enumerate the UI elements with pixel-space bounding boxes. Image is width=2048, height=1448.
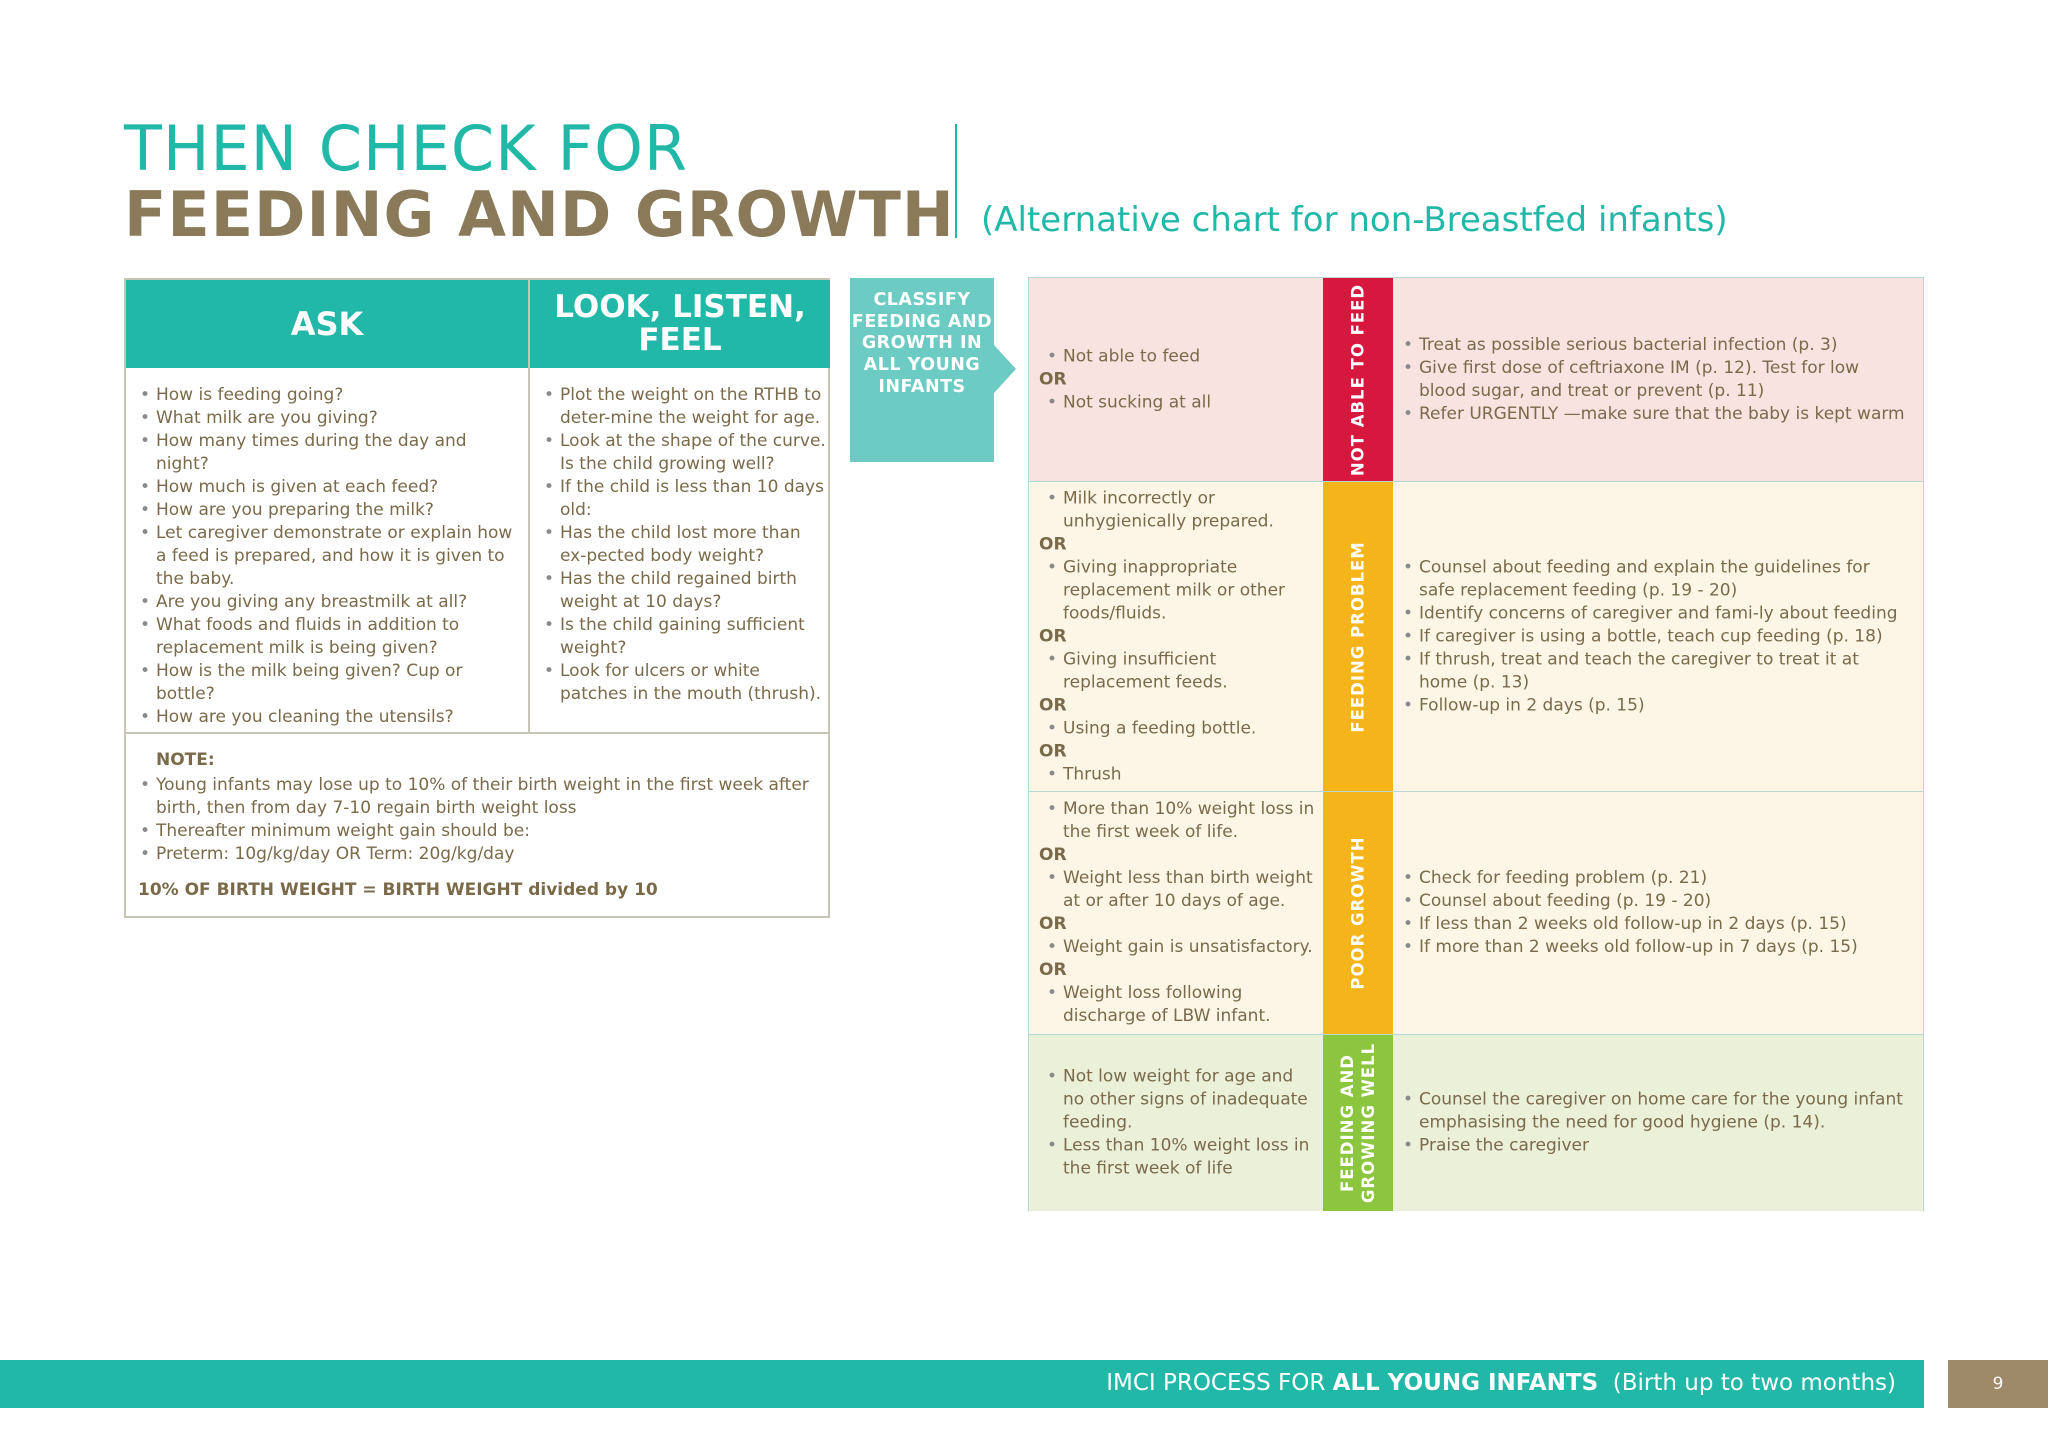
sign-item: • Giving inappropriate replacement milk or other foods/fluids.	[1047, 556, 1317, 625]
footer-prefix: IMCI PROCESS FOR	[1106, 1370, 1333, 1396]
list-item: • If more than 2 weeks old follow-up in 7 days (p. 15)	[1403, 936, 1909, 959]
list-item: • If caregiver is using a bottle, teach cup feeding (p. 18)	[1403, 625, 1909, 648]
treatment-list	[1403, 334, 1909, 426]
classify-box: CLASSIFY FEEDING AND GROWTH IN ALL YOUNG INFANTS	[850, 278, 994, 462]
list-item: • Has the child lost more than ex-pected body weight?	[544, 522, 826, 568]
list-item: • Look for ulcers or white patches in the mouth (thrush).	[544, 660, 826, 706]
list-item: • Has the child regained birth weight at 10 days?	[544, 568, 826, 614]
or-label: OR	[1039, 741, 1067, 761]
footer-text	[1106, 1370, 1896, 1396]
or-label: OR	[1039, 960, 1067, 980]
classification-label	[1337, 1043, 1379, 1203]
or-label: OR	[1039, 626, 1067, 646]
note-label: NOTE:	[156, 750, 215, 770]
sign-item: • Weight loss following discharge of LBW infant.	[1047, 982, 1317, 1028]
or-label: OR	[1039, 369, 1067, 389]
treatment-list	[1403, 1089, 1909, 1158]
classification-bar-green	[1323, 1035, 1393, 1211]
list-item: • Refer URGENTLY —make sure that the baby is kept warm	[1403, 403, 1909, 426]
sign-item: • Weight less than birth weight at or after 10 days of age.	[1047, 867, 1317, 913]
sign-item: • More than 10% weight loss in the first week of life.	[1047, 798, 1317, 844]
list-item: • Are you giving any breastmilk at all?	[140, 591, 524, 614]
list-item: • Treat as possible serious bacterial infection (p. 3)	[1403, 334, 1909, 357]
list-item: • Young infants may lose up to 10% of their birth weight in the first week after birth, then from day 7-10 regain birth weight loss	[140, 774, 820, 820]
list-item: • Counsel about feeding and explain the guidelines for safe replacement feeding (p. 19 - 20)	[1403, 556, 1909, 602]
classify-arrow-icon	[994, 345, 1016, 393]
list-item: • Praise the caregiver	[1403, 1135, 1909, 1158]
look-list	[544, 384, 826, 706]
list-item: • How are you cleaning the utensils?	[140, 706, 524, 729]
ask-header: ASK	[126, 280, 528, 368]
footer-bold: ALL YOUNG INFANTS	[1332, 1370, 1599, 1396]
list-item: • Follow-up in 2 days (p. 15)	[1403, 694, 1909, 717]
classification-label-line: FEEDING AND	[1338, 1053, 1357, 1193]
signs-cell	[1029, 482, 1323, 791]
column-divider	[528, 280, 530, 732]
page-number: 9	[1948, 1360, 2048, 1408]
classification-bar-red	[1323, 278, 1393, 481]
list-item: • Is the child gaining sufficient weight?	[544, 614, 826, 660]
list-item: • How is feeding going?	[140, 384, 524, 407]
list-item: • Thereafter minimum weight gain should be:	[140, 820, 820, 843]
list-item: • How much is given at each feed?	[140, 476, 524, 499]
list-item: • Check for feeding problem (p. 21)	[1403, 867, 1909, 890]
treatment-list	[1403, 556, 1909, 717]
list-item: • Let caregiver demonstrate or explain how a feed is prepared, and how it is given to the baby.	[140, 522, 524, 591]
classification-label: NOT ABLE TO FEED	[1348, 283, 1368, 476]
list-item: • Counsel the caregiver on home care for the young infant emphasising the need for good hygiene (p. 14).	[1403, 1089, 1909, 1135]
list-item: • Give first dose of ceftriaxone IM (p. 12). Test for low blood sugar, and treat or prevent (p. 11)	[1403, 357, 1909, 403]
classification-row-not-able-to-feed	[1029, 278, 1923, 482]
list-item: • If less than 2 weeks old follow-up in 2 days (p. 15)	[1403, 913, 1909, 936]
title-line-2: FEEDING AND GROWTH	[124, 178, 955, 251]
treatment-list	[1403, 867, 1909, 959]
sign-item: • Giving insufficient replacement feeds.	[1047, 648, 1317, 694]
sign-item: • Not sucking at all	[1047, 391, 1317, 414]
ask-list	[140, 384, 524, 729]
list-item: • Preterm: 10g/kg/day OR Term: 20g/kg/day	[140, 843, 820, 866]
ask-look-table	[124, 278, 830, 918]
or-label: OR	[1039, 914, 1067, 934]
classification-bar-yellow	[1323, 792, 1393, 1034]
treatment-cell	[1393, 1035, 1923, 1211]
or-label: OR	[1039, 534, 1067, 554]
list-item: • Plot the weight on the RTHB to deter-mine the weight for age.	[544, 384, 826, 430]
classification-row-poor-growth	[1029, 792, 1923, 1035]
classification-bar-yellow	[1323, 482, 1393, 791]
list-item: • Look at the shape of the curve. Is the child growing well?	[544, 430, 826, 476]
signs-cell	[1029, 792, 1323, 1034]
title-line-1: THEN CHECK FOR	[124, 112, 689, 185]
list-item: • If thrush, treat and teach the caregiver to treat it at home (p. 13)	[1403, 648, 1909, 694]
sign-item: • Not able to feed	[1047, 345, 1317, 368]
classification-row-feeding-problem	[1029, 482, 1923, 792]
sign-item: • Using a feeding bottle.	[1047, 717, 1317, 740]
list-item: • How are you preparing the milk?	[140, 499, 524, 522]
or-label: OR	[1039, 845, 1067, 865]
classification-row-feeding-and-growing-well	[1029, 1035, 1923, 1211]
treatment-cell	[1393, 482, 1923, 791]
subtitle: (Alternative chart for non-Breastfed infants)	[981, 200, 1728, 240]
footer-suffix: (Birth up to two months)	[1598, 1370, 1896, 1396]
sign-item: • Not low weight for age and no other signs of inadequate feeding.	[1047, 1066, 1317, 1135]
note-list	[140, 774, 820, 866]
sign-item: • Weight gain is unsatisfactory.	[1047, 936, 1317, 959]
list-item: • How many times during the day and night?	[140, 430, 524, 476]
list-item: • Counsel about feeding (p. 19 - 20)	[1403, 890, 1909, 913]
look-listen-feel-header: LOOK, LISTEN, FEEL	[530, 280, 830, 368]
list-item: • How is the milk being given? Cup or bottle?	[140, 660, 524, 706]
birth-weight-formula: 10% OF BIRTH WEIGHT = BIRTH WEIGHT divided by 10	[138, 880, 658, 900]
list-item: • What foods and fluids in addition to replacement milk is being given?	[140, 614, 524, 660]
signs-cell	[1029, 1035, 1323, 1211]
signs-cell	[1029, 278, 1323, 481]
classification-label: POOR GROWTH	[1348, 836, 1368, 990]
sign-item: • Milk incorrectly or unhygienically prepared.	[1047, 487, 1317, 533]
row-divider	[126, 732, 828, 734]
footer-bar	[0, 1360, 1924, 1408]
classification-table	[1028, 277, 1924, 1211]
sign-item: • Thrush	[1047, 763, 1317, 786]
list-item: • If the child is less than 10 days old:	[544, 476, 826, 522]
classification-label: FEEDING PROBLEM	[1348, 540, 1368, 733]
treatment-cell	[1393, 792, 1923, 1034]
treatment-cell	[1393, 278, 1923, 481]
sign-item: • Less than 10% weight loss in the first week of life	[1047, 1135, 1317, 1181]
list-item: • What milk are you giving?	[140, 407, 524, 430]
list-item: • Identify concerns of caregiver and fami-ly about feeding	[1403, 602, 1909, 625]
or-label: OR	[1039, 695, 1067, 715]
classification-label-line: GROWING WELL	[1359, 1042, 1378, 1204]
title-divider	[955, 124, 957, 238]
